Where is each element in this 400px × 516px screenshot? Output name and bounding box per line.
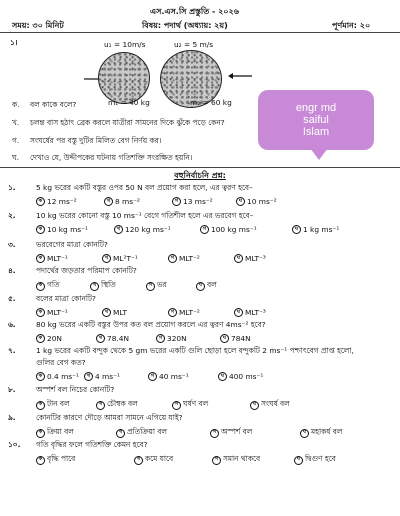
option-letter-circle: ক bbox=[36, 308, 45, 317]
option-text: 320N bbox=[167, 334, 187, 343]
option-text: 100 kg ms⁻¹ bbox=[211, 225, 257, 234]
option-letter-circle: ক bbox=[36, 254, 45, 263]
header-divider bbox=[0, 32, 400, 33]
ball1-mass: m₁ = 40 kg bbox=[108, 98, 150, 107]
option-letter-circle: খ bbox=[102, 308, 111, 317]
option-text: 120 kg ms⁻¹ bbox=[125, 225, 171, 234]
answer-option[interactable] bbox=[36, 334, 62, 343]
question-number: ৫. bbox=[8, 294, 16, 303]
option-text: MLT⁻¹ bbox=[47, 254, 68, 263]
option-text: মহাকর্ষ বল bbox=[311, 427, 343, 436]
option-letter-circle: গ bbox=[156, 334, 165, 343]
answer-option[interactable] bbox=[114, 225, 171, 234]
option-letter-circle: খ bbox=[96, 401, 105, 410]
option-letter-circle: গ bbox=[146, 282, 155, 291]
option-letter-circle: ক bbox=[36, 429, 45, 438]
option-letter-circle: খ bbox=[134, 456, 143, 465]
option-text: বল bbox=[207, 280, 217, 289]
option-text: MLT⁻³ bbox=[245, 254, 266, 263]
question-number: ১০. bbox=[8, 440, 21, 449]
option-text: ক্রিয়া বল bbox=[47, 427, 74, 436]
question-number: ৭. bbox=[8, 346, 16, 355]
option-text: 10 ms⁻² bbox=[247, 197, 277, 206]
section-divider bbox=[0, 167, 400, 168]
question-number: ৮. bbox=[8, 385, 16, 394]
answer-option[interactable] bbox=[36, 197, 77, 206]
option-letter-circle: ঘ bbox=[250, 401, 259, 410]
answer-option[interactable] bbox=[102, 254, 138, 263]
option-letter-circle: গ bbox=[172, 197, 181, 206]
question-text: 5 kg ভরের একটি বস্তুর ওপর 50 N বল প্রয়োগ করা হলে, এর ত্বরণ হবে– bbox=[36, 183, 253, 192]
option-text: চৌম্বক বল bbox=[107, 399, 138, 408]
answer-option[interactable] bbox=[146, 280, 167, 292]
option-letter-circle: খ bbox=[114, 225, 123, 234]
answer-option[interactable] bbox=[36, 372, 79, 381]
answer-option[interactable] bbox=[36, 254, 68, 263]
option-text: দ্বিগুণ হবে bbox=[305, 454, 336, 463]
scenario-number: ১। bbox=[10, 38, 18, 47]
option-text: ঘর্ষণ বল bbox=[183, 399, 209, 408]
question-text: অস্পর্শ বল নিচের কোনটি? bbox=[36, 385, 115, 394]
option-letter-circle: ঘ bbox=[292, 225, 301, 234]
option-letter-circle: গ bbox=[148, 372, 157, 381]
option-letter-circle: খ bbox=[90, 282, 99, 291]
answer-option[interactable] bbox=[84, 372, 120, 381]
question-text: ভরবেগের মাত্রা কোনটি? bbox=[36, 240, 108, 249]
sticker-tail bbox=[310, 148, 328, 160]
question-text: 10 kg ভরের কোনো বস্তু 10 ms⁻¹ বেগে গতিশীল হলে এর ভরবেগ হবে– bbox=[36, 211, 254, 220]
answer-option[interactable] bbox=[172, 399, 208, 411]
option-letter-circle: ঘ bbox=[220, 334, 229, 343]
answer-option[interactable] bbox=[36, 308, 68, 317]
author-sticker: engr md saiful Islam bbox=[258, 90, 374, 150]
option-text: 400 ms⁻¹ bbox=[229, 372, 264, 381]
option-text: 12 ms⁻² bbox=[47, 197, 77, 206]
option-letter-circle: গ bbox=[168, 254, 177, 263]
option-letter-circle: ঘ bbox=[236, 197, 245, 206]
answer-option[interactable] bbox=[36, 225, 88, 234]
option-letter-circle: ঘ bbox=[300, 429, 309, 438]
option-letter-circle: ক bbox=[36, 372, 45, 381]
answer-option[interactable] bbox=[134, 454, 173, 466]
exam-time: সময়: ৩০ মিনিট bbox=[12, 21, 64, 30]
question-text: বলের মাত্রা কোনটি? bbox=[36, 294, 96, 303]
answer-option[interactable] bbox=[250, 399, 290, 411]
answer-option[interactable] bbox=[36, 399, 70, 411]
answer-option[interactable] bbox=[292, 225, 339, 234]
option-text: 13 ms⁻² bbox=[183, 197, 213, 206]
question-number: ৯. bbox=[8, 413, 16, 422]
answer-option[interactable] bbox=[200, 225, 257, 234]
answer-option[interactable] bbox=[196, 280, 217, 292]
option-text: 0.4 ms⁻¹ bbox=[47, 372, 80, 381]
answer-option[interactable] bbox=[218, 372, 263, 381]
answer-option[interactable] bbox=[300, 427, 342, 439]
option-letter-circle: ক bbox=[36, 401, 45, 410]
exam-subject: বিষয়: পদার্থ (অধ্যায়: ২য়) bbox=[142, 21, 228, 30]
question-number: ৬. bbox=[8, 320, 16, 329]
option-text: 4 ms⁻¹ bbox=[95, 372, 120, 381]
option-text: প্রতিক্রিয়া বল bbox=[127, 427, 167, 436]
option-text: 40 ms⁻¹ bbox=[159, 372, 189, 381]
answer-option[interactable] bbox=[210, 427, 252, 439]
option-letter-circle: ঘ bbox=[234, 254, 243, 263]
option-text: 1 kg ms⁻¹ bbox=[303, 225, 340, 234]
option-text: 20N bbox=[47, 334, 62, 343]
option-letter-circle: ঘ bbox=[218, 372, 227, 381]
answer-option[interactable] bbox=[96, 334, 129, 343]
option-letter-circle: ক bbox=[36, 334, 45, 343]
option-text: 10 kg ms⁻¹ bbox=[47, 225, 88, 234]
question-text-cont: গুলির বেগ কত? bbox=[36, 358, 86, 367]
answer-option[interactable] bbox=[168, 254, 200, 263]
option-letter-circle: ক bbox=[36, 282, 45, 291]
option-letter-circle: খ bbox=[116, 429, 125, 438]
option-text: কমে যাবে bbox=[145, 454, 174, 463]
answer-option[interactable] bbox=[116, 427, 167, 439]
option-text: MLT bbox=[113, 308, 127, 317]
option-letter-circle: ক bbox=[36, 456, 45, 465]
option-letter-circle: গ bbox=[172, 401, 181, 410]
answer-option[interactable] bbox=[234, 308, 266, 317]
option-text: MLT⁻³ bbox=[245, 308, 266, 317]
option-text: অস্পর্শ বল bbox=[221, 427, 253, 436]
option-text: সমান থাকবে bbox=[223, 454, 261, 463]
option-text: MLT⁻¹ bbox=[47, 308, 68, 317]
option-letter-circle: গ bbox=[200, 225, 209, 234]
answer-option[interactable] bbox=[220, 334, 251, 343]
option-text: 78.4N bbox=[107, 334, 129, 343]
answer-option[interactable] bbox=[90, 280, 116, 292]
option-letter-circle: ঘ bbox=[294, 456, 303, 465]
answer-option[interactable] bbox=[156, 334, 187, 343]
option-text: স্থিতি bbox=[101, 280, 116, 289]
option-letter-circle: ঘ bbox=[234, 308, 243, 317]
answer-option[interactable] bbox=[36, 427, 74, 439]
option-text: ভর bbox=[157, 280, 167, 289]
option-text: বৃদ্ধি পাবে bbox=[47, 454, 76, 463]
answer-option[interactable] bbox=[172, 197, 213, 206]
option-text: 784N bbox=[231, 334, 251, 343]
option-text: সংঘর্ষ বল bbox=[261, 399, 290, 408]
option-letter-circle: গ bbox=[210, 429, 219, 438]
question-text: কোনটির কারণে দৌড়ে আমরা সামনে এগিয়ে যাই? bbox=[36, 413, 183, 422]
answer-option[interactable] bbox=[212, 454, 260, 466]
exam-marks: পূর্ণমান: ২০ bbox=[332, 21, 371, 30]
answer-option[interactable] bbox=[104, 197, 140, 206]
question-number: ৪. bbox=[8, 266, 16, 275]
answer-option[interactable] bbox=[36, 280, 60, 292]
answer-option[interactable] bbox=[236, 197, 277, 206]
arrow-left-icon bbox=[228, 72, 252, 82]
question-text: 1 kg ভরের একটি বন্দুক থেকে 5 gm ভরের একটি গুলি ছোড়া হলে বন্দুকটি 2 ms⁻¹ পশ্চাৎবেগ প্রাপ্ত হলো, bbox=[36, 346, 354, 355]
question-text: 80 kg ভরের একটি বস্তুর উপর কত বল প্রয়োগ করলে এর ত্বরণ 4ms⁻² হবে? bbox=[36, 320, 266, 329]
option-text: টান বল bbox=[47, 399, 70, 408]
exam-title: এস.এস.সি প্রস্তুতি - ২০২৬ bbox=[150, 7, 239, 16]
option-letter-circle: গ bbox=[168, 308, 177, 317]
ball2-velocity: u₂ = 5 m/s bbox=[174, 40, 214, 49]
answer-option[interactable] bbox=[234, 254, 266, 263]
option-letter-circle: ক bbox=[36, 225, 45, 234]
option-letter-circle: ঘ bbox=[196, 282, 205, 291]
option-text: ML²T⁻¹ bbox=[113, 254, 138, 263]
option-text: MLT⁻² bbox=[179, 308, 200, 317]
answer-option[interactable] bbox=[148, 372, 189, 381]
answer-option[interactable] bbox=[36, 454, 75, 466]
question-text: গতি বৃদ্ধির ফলে গতিশক্তি কেমন হবে? bbox=[36, 440, 148, 449]
option-letter-circle: ক bbox=[36, 197, 45, 206]
question-number: ৩. bbox=[8, 240, 16, 249]
question-text: পদার্থের জড়তার পরিমাপ কোনটি? bbox=[36, 266, 137, 275]
option-text: 8 ms⁻² bbox=[115, 197, 140, 206]
answer-option[interactable] bbox=[168, 308, 200, 317]
ball-one bbox=[98, 52, 150, 104]
option-letter-circle: খ bbox=[84, 372, 93, 381]
answer-option[interactable] bbox=[96, 399, 138, 411]
ball1-velocity: u₁ = 10m/s bbox=[104, 40, 146, 49]
option-text: গতি bbox=[47, 280, 60, 289]
option-letter-circle: খ bbox=[104, 197, 113, 206]
option-text: MLT⁻² bbox=[179, 254, 200, 263]
question-number: ২. bbox=[8, 211, 16, 220]
question-number: ১. bbox=[8, 183, 16, 192]
option-letter-circle: গ bbox=[212, 456, 221, 465]
ball2-mass: m₂ = 60 kg bbox=[190, 98, 232, 107]
answer-option[interactable] bbox=[102, 308, 127, 317]
option-letter-circle: খ bbox=[96, 334, 105, 343]
option-letter-circle: খ bbox=[102, 254, 111, 263]
answer-option[interactable] bbox=[294, 454, 336, 466]
mcq-heading: বহুনির্বাচনি প্রশ্ন: bbox=[174, 171, 226, 180]
